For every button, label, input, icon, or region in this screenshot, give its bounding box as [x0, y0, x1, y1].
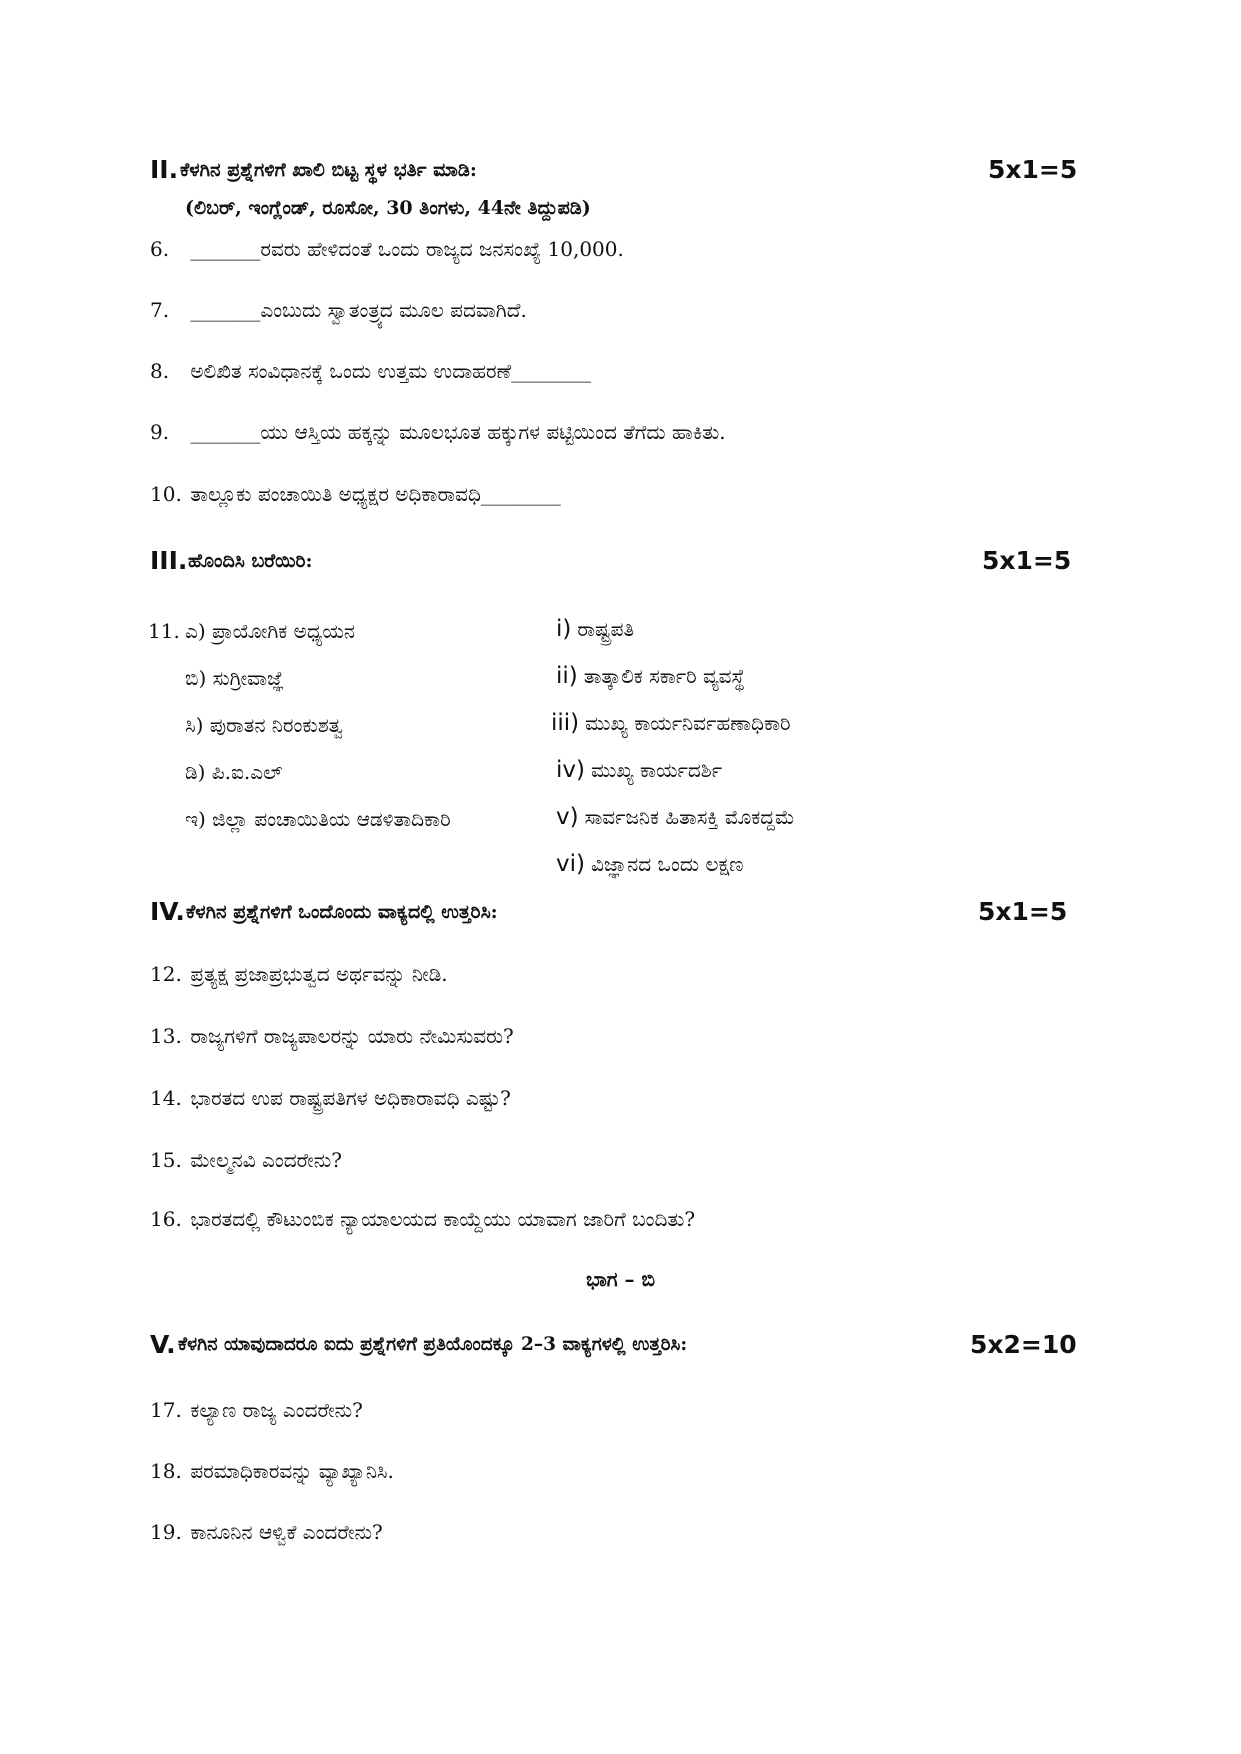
- match-right-iii: [551, 710, 791, 736]
- question-number: 10.: [150, 482, 182, 506]
- question-text: _______ರವರು ಹೇಳಿದಂತೆ ಒಂದು ರಾಜ್ಯದ ಜನಸಂಖ್ಯೆ 10,000.: [190, 237, 624, 261]
- match-left-text: ಸುಗ್ರೀವಾಜ್ಞೆ: [212, 666, 285, 690]
- question-13: [150, 1024, 514, 1048]
- match-right-label: v): [556, 804, 579, 830]
- section-ii-marks: 5x1=5: [988, 155, 1078, 184]
- section-iii-marks: 5x1=5: [982, 546, 1072, 575]
- match-right-i: [556, 616, 634, 642]
- question-number: 14.: [150, 1086, 182, 1110]
- match-right-text: ಮುಖ್ಯ ಕಾರ್ಯನಿರ್ವಹಣಾಧಿಕಾರಿ: [585, 711, 791, 735]
- section-iv-marks: 5x1=5: [978, 897, 1068, 926]
- match-left-d: [185, 760, 283, 784]
- match-right-ii: [556, 663, 745, 689]
- question-number: 15.: [150, 1148, 182, 1172]
- match-left-text: ಪ್ರಾಯೋಗಿಕ ಅಧ್ಯಯನ: [212, 619, 356, 643]
- section-v-marks: 5x2=10: [970, 1330, 1077, 1359]
- question-text: ರಾಜ್ಯಗಳಿಗೆ ರಾಜ್ಯಪಾಲರನ್ನು ಯಾರು ನೇಮಿಸುವರು?: [190, 1024, 514, 1048]
- match-right-text: ವಿಜ್ಞಾನದ ಒಂದು ಲಕ್ಷಣ: [590, 852, 744, 876]
- question-text: ಪರಮಾಧಿಕಾರವನ್ನು ವ್ಯಾಖ್ಯಾನಿಸಿ.: [190, 1459, 394, 1483]
- question-number: 7.: [150, 298, 170, 322]
- match-left-b: [185, 666, 284, 690]
- question-number: 19.: [150, 1520, 182, 1544]
- question-8: [150, 359, 591, 383]
- match-right-label: i): [556, 616, 572, 642]
- match-left-label: ಇ): [185, 807, 206, 831]
- match-right-text: ರಾಷ್ಟ್ರಪತಿ: [577, 617, 635, 641]
- question-text: ಭಾರತದ ಉಪ ರಾಷ್ಟ್ರಪತಿಗಳ ಅಧಿಕಾರಾವಧಿ ಎಷ್ಟು?: [190, 1086, 511, 1110]
- section-ii-header: [150, 155, 1078, 195]
- question-number: 6.: [150, 237, 170, 261]
- section-iii-roman: III.: [150, 546, 188, 575]
- part-b-title: ಭಾಗ – ಬಿ: [586, 1267, 655, 1291]
- section-iii-title: ಹೊಂದಿಸಿ ಬರೆಯಿರಿ:: [188, 550, 313, 572]
- match-left-text: ಪುರಾತನ ನಿರಂಕುಶತ್ವ: [209, 713, 343, 737]
- question-text: ಮೇಲ್ಮನವಿ ಎಂದರೇನು?: [190, 1148, 342, 1172]
- match-left-label: ಎ): [185, 619, 206, 643]
- match-left-text: ಪಿ.ಐ.ಎಲ್: [211, 760, 283, 784]
- match-right-label: iv): [556, 757, 585, 783]
- question-text: ಅಲಿಖಿತ ಸಂವಿಧಾನಕ್ಕೆ ಒಂದು ಉತ್ತಮ ಉದಾಹರಣೆ________: [190, 359, 592, 383]
- match-right-label: ii): [556, 663, 578, 689]
- section-ii-title: ಕೆಳಗಿನ ಪ್ರಶ್ನೆಗಳಿಗೆ ಖಾಲಿ ಬಿಟ್ಟ ಸ್ಥಳ ಭರ್ತಿ ಮಾಡಿ:: [180, 159, 477, 181]
- question-10: [150, 482, 561, 506]
- question-6: [150, 237, 624, 261]
- match-right-text: ಮುಖ್ಯ ಕಾರ್ಯದರ್ಶಿ: [590, 758, 723, 782]
- match-right-v: [556, 804, 795, 830]
- question-text: ಪ್ರತ್ಯಕ್ಷ ಪ್ರಜಾಪ್ರಭುತ್ವದ ಅರ್ಥವನ್ನು ನೀಡಿ.: [190, 962, 448, 986]
- match-left-e: [185, 807, 451, 831]
- section-v-roman: V.: [150, 1330, 176, 1359]
- question-7: [150, 298, 527, 322]
- section-iii-header: [150, 546, 1070, 586]
- question-text: ಕಲ್ಯಾಣ ರಾಜ್ಯ ಎಂದರೇನು?: [190, 1398, 363, 1422]
- section-v-header: [150, 1330, 1080, 1370]
- question-19: [150, 1520, 383, 1544]
- question-9: [150, 420, 726, 444]
- fill-in-options: (ಲಿಬರ್, ಇಂಗ್ಲೆಂಡ್, ರೂಸೋ, 30 ತಿಂಗಳು, 44ನೇ ತಿದ್ದುಪಡಿ): [185, 197, 591, 219]
- question-17: [150, 1398, 363, 1422]
- match-left-c: [185, 713, 343, 737]
- match-right-label: vi): [556, 851, 585, 877]
- match-left-label: ಸಿ): [185, 713, 204, 737]
- question-number: 8.: [150, 359, 170, 383]
- section-iv-roman: IV.: [150, 897, 185, 926]
- question-text: ಭಾರತದಲ್ಲಿ ಕೌಟುಂಬಿಕ ನ್ಯಾಯಾಲಯದ ಕಾಯ್ದೆಯು ಯಾವಾಗ ಜಾರಿಗೆ ಬಂದಿತು?: [190, 1207, 696, 1231]
- match-right-label: iii): [551, 710, 580, 736]
- section-iv-header: [150, 897, 1070, 937]
- question-number: 12.: [150, 962, 182, 986]
- match-right-text: ತಾತ್ಕಾಲಿಕ ಸರ್ಕಾರಿ ವ್ಯವಸ್ಥೆ: [583, 664, 745, 688]
- question-text: ತಾಲ್ಲೂಕು ಪಂಚಾಯಿತಿ ಅಧ್ಯಕ್ಷರ ಅಧಿಕಾರಾವಧಿ________: [190, 482, 561, 506]
- section-v-title: ಕೆಳಗಿನ ಯಾವುದಾದರೂ ಐದು ಪ್ರಶ್ನೆಗಳಿಗೆ ಪ್ರತಿಯೊಂದಕ್ಕೂ 2–3 ವಾಕ್ಯಗಳಲ್ಲಿ ಉತ್ತರಿಸಿ:: [178, 1334, 688, 1355]
- match-left-label: ಡಿ): [185, 760, 206, 784]
- question-number: 17.: [150, 1398, 182, 1422]
- question-text: _______ಎಂಬುದು ಸ್ವಾತಂತ್ರ್ಯದ ಮೂಲ ಪದವಾಗಿದೆ.: [190, 298, 527, 322]
- match-left-text: ಜಿಲ್ಲಾ ಪಂಚಾಯಿತಿಯ ಆಡಳಿತಾದಿಕಾರಿ: [212, 807, 451, 831]
- question-number: 18.: [150, 1459, 182, 1483]
- question-16: [150, 1207, 695, 1231]
- question-number: 16.: [150, 1207, 182, 1231]
- question-text: _______ಯು ಆಸ್ತಿಯ ಹಕ್ಕನ್ನು ಮೂಲಭೂತ ಹಕ್ಕುಗಳ ಪಟ್ಟಿಯಿಂದ ತೆಗೆದು ಹಾಕಿತು.: [190, 420, 726, 444]
- match-right-text: ಸಾರ್ವಜನಿಕ ಹಿತಾಸಕ್ತಿ ಮೊಕದ್ದಮೆ: [584, 805, 795, 829]
- question-14: [150, 1086, 511, 1110]
- question-text: ಕಾನೂನಿನ ಆಳ್ವಿಕೆ ಎಂದರೇನು?: [190, 1520, 383, 1544]
- question-18: [150, 1459, 394, 1483]
- question-15: [150, 1148, 342, 1172]
- section-iv-title: ಕೆಳಗಿನ ಪ್ರಶ್ನೆಗಳಿಗೆ ಒಂದೊಂದು ವಾಕ್ಯದಲ್ಲಿ ಉತ್ತರಿಸಿ:: [186, 901, 498, 923]
- match-left-label: ಬಿ): [185, 666, 207, 690]
- match-right-iv: [556, 757, 722, 783]
- question-11-number: 11.: [148, 619, 180, 643]
- match-left-a: [185, 619, 355, 643]
- match-right-vi: [556, 851, 743, 877]
- question-12: [150, 962, 448, 986]
- section-ii-roman: II.: [150, 155, 179, 184]
- question-number: 9.: [150, 420, 170, 444]
- question-number: 13.: [150, 1024, 182, 1048]
